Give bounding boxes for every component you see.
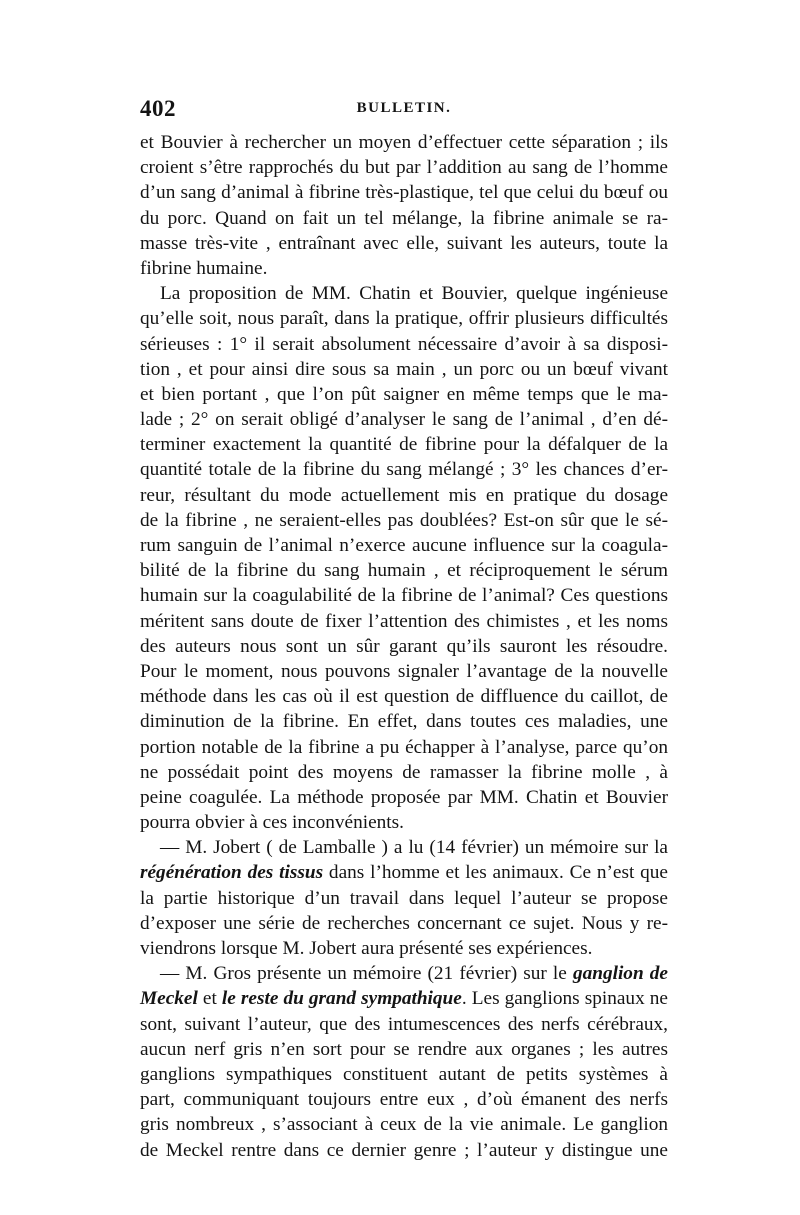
text-line: d’exposer une série de recherches concernant ce sujet. Nous y re- (140, 912, 668, 934)
text-segment: et (197, 988, 222, 1010)
text-line: et bien portant , que l’on pût saigner en même temps que le ma- (140, 383, 668, 405)
text-line: de la fibrine , ne seraient-elles pas doublées? Est-on sûr que le sé- (140, 509, 668, 531)
text-line: ganglions sympathiques constituent autant de petits systèmes à (140, 1063, 668, 1085)
text-line: ne possédait point des moyens de ramasser la fibrine molle , à (140, 761, 668, 783)
text-line: tion , et pour ainsi dire sous sa main , un porc ou un bœuf vivant (140, 358, 668, 380)
text-line: la partie historique d’un travail dans lequel l’auteur se propose (140, 887, 668, 909)
text-line: fibrine humaine. (140, 257, 268, 279)
text-line: quantité totale de la fibrine du sang mélangé ; 3° les chances d’er- (140, 459, 668, 481)
text-line: humain sur la coagulabilité de la fibrine de l’animal? Ces questions (140, 585, 668, 607)
text-line: gris nombreux , s’associant à ceux de la vie animale. Le ganglion (140, 1114, 668, 1136)
paragraph-start-line: — M. Jobert ( de Lamballe ) a lu (14 février) un mémoire sur la (160, 837, 668, 859)
text-line: rum sanguin de l’animal n’exerce aucune influence sur la coagula- (140, 535, 668, 556)
body-text (140, 130, 668, 1163)
text-line: reur, résultant du mode actuellement mis en pratique du dosage (140, 484, 668, 506)
text-line: terminer exactement la quantité de fibrine pour la défalquer de la (140, 434, 668, 456)
text-line: croient s’être rapprochés du but par l’addition au sang de l’homme (140, 157, 668, 179)
text-line: peine coagulée. La méthode proposée par MM. Chatin et Bouvier (140, 786, 668, 808)
page-number: 402 (140, 96, 176, 121)
text-line: viendrons lorsque M. Jobert aura présenté ses expériences. (140, 938, 593, 959)
page-header (140, 96, 668, 126)
text-line: lade ; 2° on serait obligé d’analyser le sang de l’animal , d’en dé- (140, 409, 668, 431)
text-line: méthode dans les cas où il est question de diffluence du caillot, de (140, 686, 668, 708)
text-line: bilité de la fibrine du sang humain , et réciproquement le sérum (140, 560, 668, 582)
paragraph-start-line-mixed (140, 961, 668, 986)
text-line: portion notable de la fibrine a pu échapper à l’analyse, parce qu’on (140, 736, 668, 758)
text-line-mixed (140, 860, 668, 885)
italic-title: le reste du grand sympathique (221, 988, 462, 1010)
text-line: qu’elle soit, nous paraît, dans la pratique, offrir plusieurs difficultés (140, 308, 668, 330)
text-line: et Bouvier à rechercher un moyen d’effectuer cette séparation ; ils (140, 132, 668, 153)
text-line: diminution de la fibrine. En effet, dans toutes ces maladies, une (140, 711, 668, 733)
text-line: pourra obvier à ces inconvénients. (140, 812, 404, 834)
text-line: sont, suivant l’auteur, que des intumescences des nerfs cérébraux, (140, 1013, 668, 1035)
text-line: de Meckel rentre dans ce dernier genre ; l’auteur y distingue une (140, 1139, 668, 1161)
text-line: aucun nerf gris n’en sort pour se rendre aux organes ; les autres (140, 1038, 668, 1060)
text-line: méritent sans doute de fixer l’attention des chimistes , et les noms (140, 610, 668, 632)
running-title: BULLETIN. (356, 100, 452, 116)
text-segment: — M. Gros présente un mémoire (21 février) sur le (160, 963, 573, 985)
text-line: sérieuses : 1° il serait absolument nécessaire d’avoir à sa disposi- (140, 333, 668, 355)
text-line: du porc. Quand on fait un tel mélange, la fibrine animale se ra- (140, 207, 668, 229)
text-line: part, communiquant toujours entre eux , d’où émanent des nerfs (140, 1089, 668, 1111)
text-line: masse très-vite , entraînant avec elle, suivant les auteurs, toute la (140, 232, 668, 254)
italic-title: ganglion de (572, 963, 668, 985)
text-line: d’un sang d’animal à fibrine très-plastique, tel que celui du bœuf ou (140, 182, 668, 204)
text-segment: . Les ganglions spinaux ne (461, 988, 668, 1010)
italic-title: régénération des tissus (140, 862, 324, 884)
paragraph-start-line: La proposition de MM. Chatin et Bouvier, quelque ingénieuse (160, 283, 668, 305)
text-line: des auteurs nous sont un sûr garant qu’ils sauront les résoudre. (140, 635, 668, 657)
text-segment: dans l’homme et les animaux. Ce n’est que (323, 862, 668, 884)
italic-title: Meckel (140, 988, 198, 1010)
text-line: Pour le moment, nous pouvons signaler l’avantage de la nouvelle (140, 660, 668, 682)
text-line-mixed (140, 986, 668, 1011)
